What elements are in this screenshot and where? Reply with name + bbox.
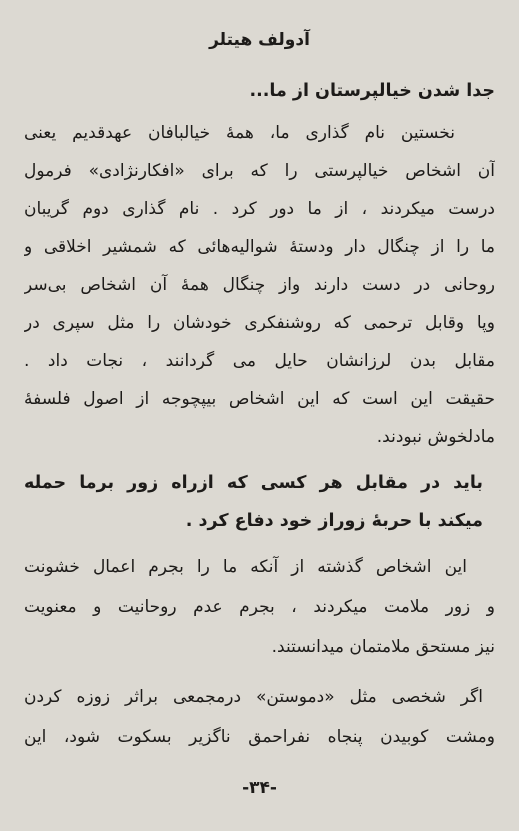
paragraph-1-line-4: ما را از چنگال دار ودستهٔ شوالیه‌هائی که شمشیر اخلاقی و [24, 237, 495, 257]
paragraph-1-line-7: مقابل بدن لرزانشان حایل می گردانند ، نجات داد . [24, 351, 495, 371]
emphasis-line-1: باید در مقابل هر کسی که ازراه زور برما حمله [24, 473, 483, 493]
paragraph-1-line-1: نخستین نام گذاری ما، همهٔ خیالبافان عهدقدیم یعنی [24, 123, 455, 143]
paragraph-1-line-9: مادلخوش نبودند. [376, 427, 495, 447]
paragraph-2-line-1: این اشخاص گذشته از آنکه ما را بجرم اعمال خشونت [24, 557, 467, 577]
paragraph-3-line-1: اگر شخصی مثل «دموستن» درمجمعی براثر زوزه کردن [24, 687, 483, 707]
paragraph-1-line-6: وپا وقابل ترحمی که روشنفکری خودشان را مثل سپری در [24, 313, 495, 333]
page-number: -۳۴- [242, 778, 277, 798]
paragraph-1-line-3: درست میکردند ، از ما دور کرد . نام گذاری دوم گریبان [24, 199, 495, 219]
paragraph-1-line-8: حقیقت این است که این اشخاص بیپچوجه از اصول فلسفهٔ [24, 389, 495, 409]
paragraph-1-line-2: آن اشخاص خیالپرستی را که برای «افکارنژادی» فرمول [24, 161, 495, 181]
paragraph-2-line-3: نیز مستحق ملامتمان میدانستند. [271, 637, 495, 657]
running-title: آدولف هیتلر [209, 30, 310, 50]
paragraph-2-line-2: و زور ملامت میکردند ، بجرم عدم روحانیت و معنویت [24, 597, 495, 617]
paragraph-3-line-2: ومشت کوبیدن پنجاه نفراحمق ناگزیر بسکوت شود، این [24, 727, 495, 747]
emphasis-line-2: میکند با حربهٔ زوراز خود دفاع کرد . [185, 511, 483, 531]
paragraph-1-line-5: روحانی در دست دارند واز چنگال همهٔ آن اشخاص بی‌سر [24, 275, 495, 295]
section-heading: جدا شدن خیالپرستان از ما... [249, 81, 495, 101]
